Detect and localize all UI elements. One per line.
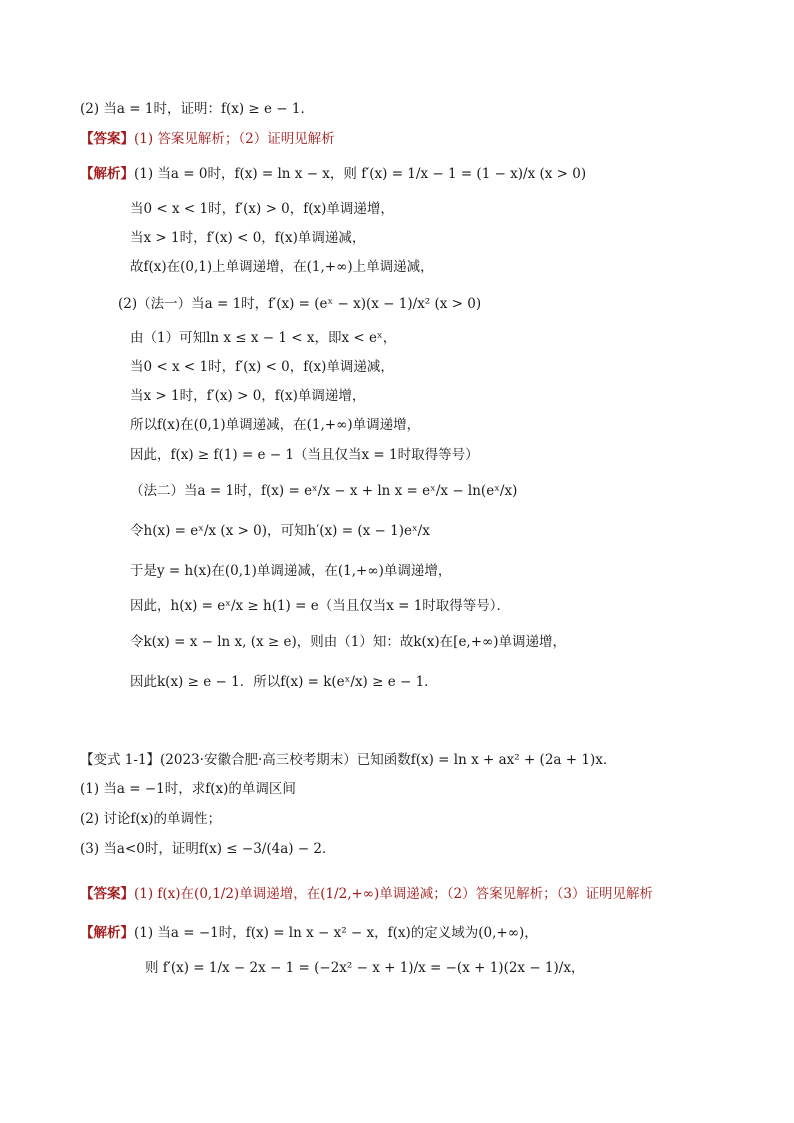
line-variant-title: 【变式 1-1】(2023·安徽合肥·高三校考期末）已知函数f(x) = ln x + ax² + (2a + 1)x． — [80, 752, 617, 768]
line-method-2: （法二）当a = 1时，f(x) = eˣ/x − x + ln x = eˣ/x − ln(eˣ/x) — [130, 483, 518, 499]
line-define-h: 令h(x) = eˣ/x (x > 0)，可知h′(x) = (x − 1)eˣ/x — [130, 523, 430, 539]
line-case-3: 当0 < x < 1时，f′(x) < 0，f(x)单调递减， — [130, 359, 394, 375]
line-h-bound: 因此，h(x) = eˣ/x ≥ h(1) = e（当且仅当x = 1时取得等号）． — [130, 598, 511, 614]
line-derivative: 则 f′(x) = 1/x − 2x − 1 = (−2x² − x + 1)/x = −(x + 1)(2x − 1)/x， — [145, 960, 585, 976]
line-analysis-2: 【解析】(1) 当a = −1时，f(x) = ln x − x² − x，f(x)的定义域为(0,+∞)， — [80, 925, 538, 941]
line-part2-statement: (2) 当a = 1时，证明：f(x) ≥ e − 1． — [80, 101, 314, 117]
line-case-2: 当x > 1时，f′(x) < 0，f(x)单调递减， — [130, 230, 366, 246]
line-answer-2: 【答案】(1) f(x)在(0,1/2)单调递增，在(1/2,+∞)单调递减；（2）答案见解析；（3）证明见解析 — [80, 886, 653, 902]
line-h-monotonic: 于是y = h(x)在(0,1)单调递减，在(1,+∞)单调递增， — [130, 563, 452, 579]
analysis-tag: 【解析】 — [80, 166, 134, 182]
answer-tag: 【答案】 — [80, 131, 134, 147]
line-variant-q3: (3) 当a<0时，证明f(x) ≤ −3/(4a) − 2． — [80, 841, 336, 857]
line-final: 因此k(x) ≥ e − 1．所以f(x) = k(eˣ/x) ≥ e − 1． — [130, 674, 438, 690]
line-answer-1: 【答案】(1) 答案见解析；（2）证明见解析 — [80, 131, 335, 147]
line-lemma: 由（1）可知ln x ≤ x − 1 < x，即x < eˣ， — [130, 330, 397, 346]
line-method-1: (2)（法一）当a = 1时，f′(x) = (eˣ − x)(x − 1)/x² (x > 0) — [118, 296, 482, 312]
line-conclusion-2: 所以f(x)在(0,1)单调递减，在(1,+∞)单调递增， — [130, 417, 421, 433]
line-conclusion-1: 故f(x)在(0,1)上单调递增，在(1,+∞)上单调递减， — [130, 259, 434, 275]
line-case-1: 当0 < x < 1时，f′(x) > 0，f(x)单调递增， — [130, 201, 394, 217]
line-variant-q1: (1) 当a = −1时，求f(x)的单调区间 — [80, 781, 296, 797]
line-analysis-1: 【解析】(1) 当a = 0时，f(x) = ln x − x，则 f′(x) = 1/x − 1 = (1 − x)/x (x > 0) — [80, 166, 587, 182]
line-case-4: 当x > 1时，f′(x) > 0，f(x)单调递增， — [130, 388, 366, 404]
answer-tag: 【答案】 — [80, 886, 134, 902]
line-define-k: 令k(x) = x − ln x, (x ≥ e)，则由（1）知：故k(x)在[e,+∞)单调递增， — [130, 634, 567, 650]
line-variant-q2: (2) 讨论f(x)的单调性； — [80, 811, 222, 827]
analysis-tag: 【解析】 — [80, 925, 134, 941]
line-result-1: 因此，f(x) ≥ f(1) = e − 1（当且仅当x = 1时取得等号） — [130, 447, 479, 463]
